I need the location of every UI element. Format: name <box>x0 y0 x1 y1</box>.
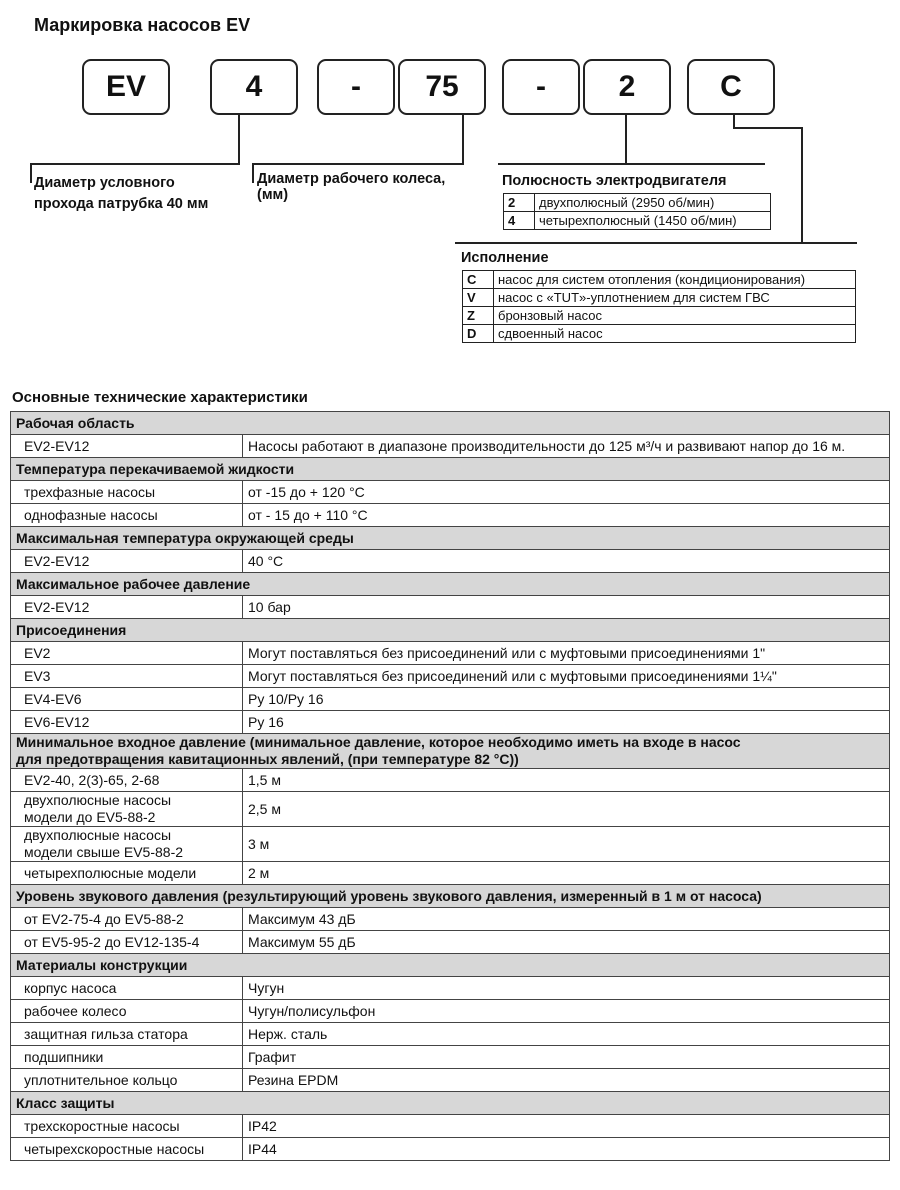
connector-line <box>238 115 240 165</box>
section-row <box>11 619 890 642</box>
table-row <box>11 1115 890 1138</box>
section-title: Температура перекачиваемой жидкости <box>11 458 890 481</box>
param-cell: EV6-EV12 <box>11 711 243 734</box>
table-row <box>11 435 890 458</box>
value-cell: Нерж. сталь <box>243 1023 890 1046</box>
value-cell: IP42 <box>243 1115 890 1138</box>
value-cell: 10 бар <box>243 596 890 619</box>
poles-value: двухполюсный (2950 об/мин) <box>535 194 771 212</box>
section-title: Максимальная температура окружающей среды <box>11 527 890 550</box>
section-title: Присоединения <box>11 619 890 642</box>
table-row <box>11 1138 890 1161</box>
param-cell: трехфазные насосы <box>11 481 243 504</box>
param-cell: EV3 <box>11 665 243 688</box>
code-box-poles: 2 <box>583 59 671 115</box>
param-cell: четырехскоростные насосы <box>11 1138 243 1161</box>
connector-line <box>30 163 32 183</box>
param-cell: EV2-40, 2(3)-65, 2-68 <box>11 769 243 792</box>
value-cell: 2,5 м <box>243 792 890 827</box>
table-row <box>463 271 856 289</box>
param-cell: EV4-EV6 <box>11 688 243 711</box>
version-heading: Исполнение <box>461 250 549 266</box>
section-title: Материалы конструкции <box>11 954 890 977</box>
param-cell: двухполюсные насосы модели свыше EV5-88-2 <box>11 827 243 862</box>
value-cell: Максимум 55 дБ <box>243 931 890 954</box>
connector-line <box>252 163 254 183</box>
param-cell: корпус насоса <box>11 977 243 1000</box>
version-key: Z <box>463 307 494 325</box>
value-cell: Максимум 43 дБ <box>243 908 890 931</box>
connector-line <box>733 127 803 129</box>
section-title: Уровень звукового давления (результирующий уровень звукового давления, измеренный в 1 м от насоса) <box>11 885 890 908</box>
code-box-impeller: 75 <box>398 59 486 115</box>
value-cell: от -15 до + 120 °С <box>243 481 890 504</box>
connector-line <box>30 163 240 165</box>
section-row <box>11 734 890 769</box>
poles-value: четырехполюсный (1450 об/мин) <box>535 212 771 230</box>
param-cell: EV2 <box>11 642 243 665</box>
section-title: Максимальное рабочее давление <box>11 573 890 596</box>
param-cell: защитная гильза статора <box>11 1023 243 1046</box>
table-row <box>11 1000 890 1023</box>
value-cell: Резина EPDM <box>243 1069 890 1092</box>
value-cell: Py 10/Py 16 <box>243 688 890 711</box>
param-cell: от EV2-75-4 до EV5-88-2 <box>11 908 243 931</box>
version-value: насос с «TUT»-уплотнением для систем ГВС <box>494 289 856 307</box>
param-cell: от EV5-95-2 до EV12-135-4 <box>11 931 243 954</box>
param-cell: уплотнительное кольцо <box>11 1069 243 1092</box>
code-box-separator: - <box>317 59 395 115</box>
param-cell: однофазные насосы <box>11 504 243 527</box>
value-cell: от - 15 до + 110 °С <box>243 504 890 527</box>
version-value: бронзовый насос <box>494 307 856 325</box>
table-row <box>11 1069 890 1092</box>
section-title: Рабочая область <box>11 412 890 435</box>
table-row <box>11 481 890 504</box>
table-row <box>504 212 771 230</box>
table-row <box>463 325 856 343</box>
inlet-diameter-label: Диаметр условного прохода патрубка 40 мм <box>34 175 209 212</box>
table-row <box>11 642 890 665</box>
table-row <box>11 977 890 1000</box>
value-cell: 40 °С <box>243 550 890 573</box>
spec-table <box>10 411 890 1161</box>
section-row <box>11 412 890 435</box>
value-cell: Чугун <box>243 977 890 1000</box>
code-box-inlet: 4 <box>210 59 298 115</box>
table-row <box>463 307 856 325</box>
param-cell: трехскоростные насосы <box>11 1115 243 1138</box>
poles-table <box>503 193 771 230</box>
param-cell: EV2-EV12 <box>11 435 243 458</box>
param-cell: рабочее колесо <box>11 1000 243 1023</box>
table-row <box>11 862 890 885</box>
table-row <box>11 769 890 792</box>
version-key: C <box>463 271 494 289</box>
table-row <box>11 931 890 954</box>
table-row <box>11 792 890 827</box>
table-row <box>11 711 890 734</box>
value-cell: Могут поставляться без присоединений или с муфтовыми присоединениями 1¼" <box>243 665 890 688</box>
page-title: Маркировка насосов EV <box>34 15 251 35</box>
param-cell: подшипники <box>11 1046 243 1069</box>
value-cell: Графит <box>243 1046 890 1069</box>
param-cell: EV2-EV12 <box>11 596 243 619</box>
impeller-diameter-label: Диаметр рабочего колеса, (мм) <box>257 171 446 203</box>
param-cell: двухполюсные насосы модели до EV5-88-2 <box>11 792 243 827</box>
value-cell: Py 16 <box>243 711 890 734</box>
value-cell: IP44 <box>243 1138 890 1161</box>
code-box-version: C <box>687 59 775 115</box>
section-row <box>11 954 890 977</box>
section-row <box>11 1092 890 1115</box>
section-row <box>11 885 890 908</box>
section-title: Класс защиты <box>11 1092 890 1115</box>
poles-heading: Полюсность электродвигателя <box>502 173 727 189</box>
version-key: D <box>463 325 494 343</box>
value-cell: 1,5 м <box>243 769 890 792</box>
table-row <box>11 504 890 527</box>
connector-line <box>462 115 464 165</box>
table-row <box>11 908 890 931</box>
value-cell: 2 м <box>243 862 890 885</box>
value-cell: Насосы работают в диапазоне производительности до 125 м³/ч и развивают напор до 16 м. <box>243 435 890 458</box>
table-row <box>11 827 890 862</box>
table-row <box>504 194 771 212</box>
value-cell: Чугун/полисульфон <box>243 1000 890 1023</box>
value-cell: Могут поставляться без присоединений или с муфтовыми присоединениями 1" <box>243 642 890 665</box>
param-cell: EV2-EV12 <box>11 550 243 573</box>
code-box-series: EV <box>82 59 170 115</box>
table-row <box>11 1046 890 1069</box>
table-row <box>11 596 890 619</box>
connector-line <box>455 242 857 244</box>
table-row <box>463 289 856 307</box>
version-key: V <box>463 289 494 307</box>
poles-key: 2 <box>504 194 535 212</box>
connector-line <box>252 163 464 165</box>
code-box-separator: - <box>502 59 580 115</box>
connector-line <box>498 163 765 165</box>
version-value: насос для систем отопления (кондиционирования) <box>494 271 856 289</box>
version-table <box>462 270 856 343</box>
section-row <box>11 527 890 550</box>
table-row <box>11 688 890 711</box>
connector-line <box>625 115 627 165</box>
poles-key: 4 <box>504 212 535 230</box>
table-row <box>11 665 890 688</box>
section-row <box>11 573 890 596</box>
section-row <box>11 458 890 481</box>
value-cell: 3 м <box>243 827 890 862</box>
version-value: сдвоенный насос <box>494 325 856 343</box>
connector-line <box>801 127 803 244</box>
table-row <box>11 550 890 573</box>
param-cell: четырехполюсные модели <box>11 862 243 885</box>
table-row <box>11 1023 890 1046</box>
section-title: Минимальное входное давление (минимальное давление, которое необходимо иметь на входе в насос для предотвращения кавитационных явлений, (при температуре 82 °С)) <box>11 734 890 769</box>
spec-heading: Основные технические характеристики <box>12 389 308 406</box>
